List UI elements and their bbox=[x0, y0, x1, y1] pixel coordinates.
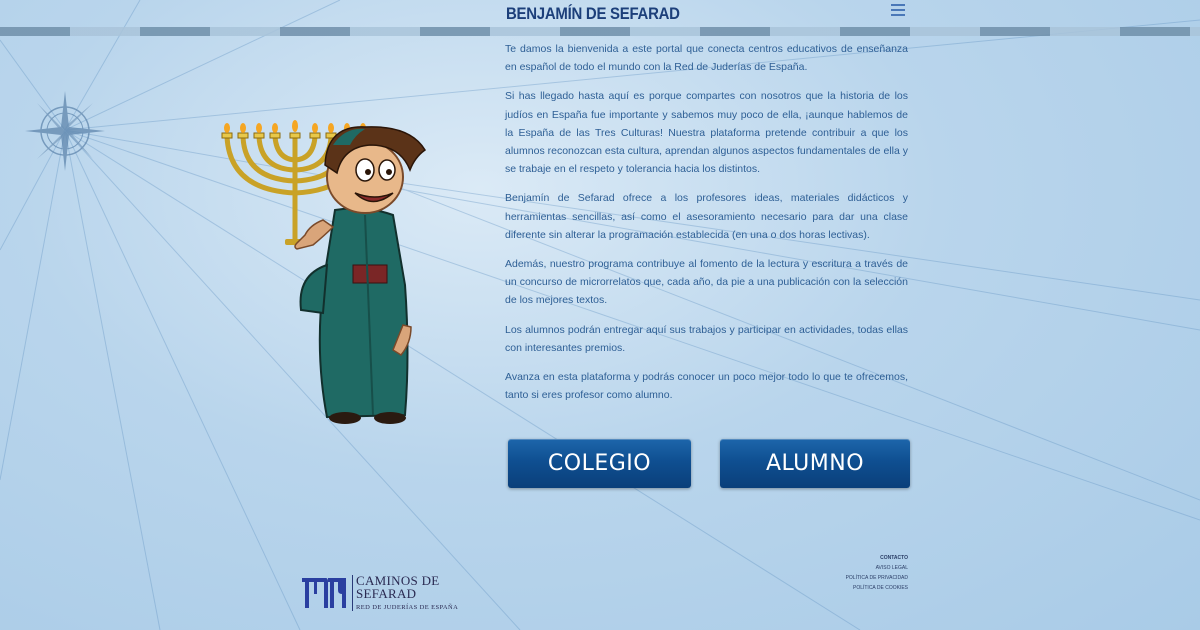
site-title[interactable]: BENJAMÍN DE SEFARAD bbox=[506, 4, 680, 23]
intro-paragraph: Además, nuestro programa contribuye al fomento de la lectura y escritura a través de un concurso de microrrelatos que, cada año, da pie a una publicación con la selección de los mejores textos. bbox=[505, 258, 908, 307]
benjamin-mascot-image bbox=[215, 115, 430, 430]
logo-separator bbox=[352, 575, 353, 611]
intro-text bbox=[505, 40, 908, 415]
intro-paragraph: Benjamín de Sefarad ofrece a los profesores ideas, materiales didácticos y herramientas sencillas, así como el asesoramiento necesario para dar una clase diferente sin alterar la programación establecida (en una o dos horas lectivas). bbox=[505, 192, 908, 241]
hamburger-menu-icon[interactable] bbox=[891, 4, 905, 16]
caminos-de-sefarad-logo[interactable] bbox=[300, 572, 470, 616]
logo-name-line2: SEFARAD bbox=[356, 586, 417, 601]
footer-link-cookies[interactable]: POLÍTICA DE COOKIES bbox=[852, 585, 908, 591]
intro-paragraph: Avanza en esta plataforma y podrás conocer un poco mejor todo lo que te ofrecemos, tanto si eres profesor como alumno. bbox=[505, 371, 908, 402]
footer-links bbox=[846, 553, 908, 593]
decorative-strip bbox=[0, 27, 1200, 36]
footer-link-aviso-legal[interactable]: AVISO LEGAL bbox=[875, 565, 908, 571]
intro-paragraph: Si has llegado hasta aquí es porque compartes con nosotros que la historia de los judíos en España fue importante y sabemos muy poco de ella, ¡aunque hablemos de la España de las Tres Culturas! Nuestra plataforma pretende contribuir a que los alumnos reconozcan esta cultura, aprendan algunos aspectos fundamentales de ella y se trabaje en el respeto y tolerancia hacia los distintos. bbox=[505, 90, 908, 176]
top-bar bbox=[0, 0, 1200, 36]
colegio-button[interactable]: COLEGIO bbox=[508, 439, 691, 488]
footer-link-privacidad[interactable]: POLÍTICA DE PRIVACIDAD bbox=[845, 575, 908, 581]
hebrew-letters-logo-icon bbox=[300, 572, 348, 612]
intro-paragraph: Te damos la bienvenida a este portal que conecta centros educativos de enseñanza en español de todo el mundo con la Red de Juderías de España. bbox=[505, 43, 908, 74]
footer-link-contacto[interactable]: CONTACTO bbox=[880, 555, 908, 561]
compass-rose-icon bbox=[22, 88, 108, 174]
logo-subtitle: RED DE JUDERÍAS DE ESPAÑA bbox=[356, 604, 459, 611]
alumno-button[interactable]: ALUMNO bbox=[720, 439, 910, 488]
logo-name-line1: CAMINOS DE bbox=[356, 573, 440, 588]
logo-name bbox=[356, 574, 440, 600]
intro-paragraph: Los alumnos podrán entregar aquí sus trabajos y participar en actividades, todas ellas con interesantes premios. bbox=[505, 323, 908, 354]
